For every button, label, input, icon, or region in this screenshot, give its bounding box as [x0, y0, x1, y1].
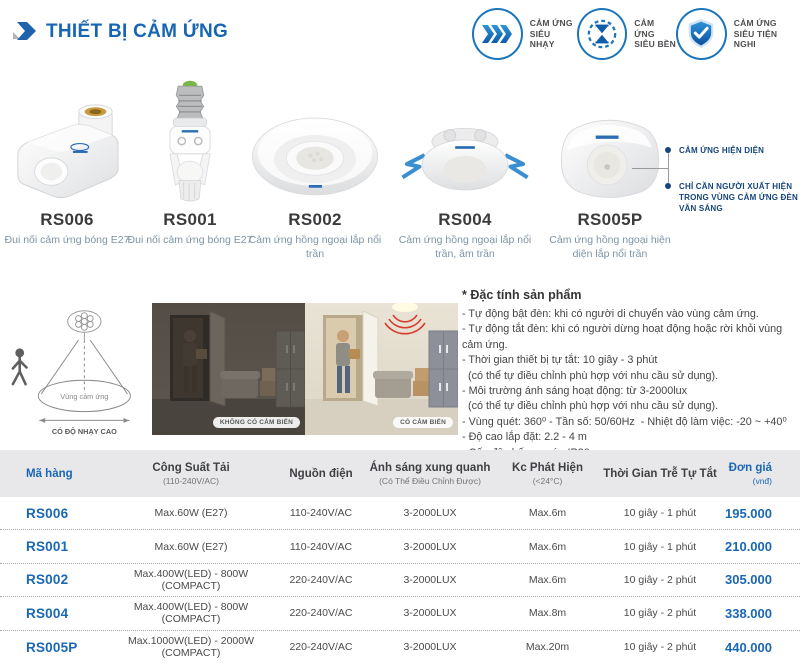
cell-delay: 10 giây - 2 phút — [623, 641, 697, 654]
badge-strip — [472, 8, 800, 60]
column-header-label: Nguồn điện — [289, 467, 353, 480]
rs004-product-image — [398, 78, 532, 206]
column-header-label: Mã hàng — [26, 467, 73, 480]
table-row — [0, 497, 800, 530]
double-arrow-icon — [12, 20, 38, 44]
badge-circle — [676, 8, 727, 60]
product-model: RS002 — [288, 210, 342, 229]
cell-price: 440.000 — [725, 639, 772, 655]
column-header-model — [0, 468, 105, 480]
cell-model: RS005P — [26, 639, 78, 655]
column-header-sub: (<24°C) — [532, 475, 563, 486]
product-description: Cảm ứng hồng ngoại hiện diện lắp nổi trần — [549, 234, 671, 260]
rs001-product-image — [123, 78, 257, 206]
cell-price: 305.000 — [725, 572, 772, 588]
table-row — [0, 631, 800, 664]
cell-model: RS001 — [26, 539, 69, 555]
cell-lux: 3-2000LUX — [403, 540, 457, 553]
column-header-sub: (vnđ) — [752, 475, 772, 486]
product-rs006 — [0, 78, 134, 247]
cell-distance: Max.8m — [528, 607, 567, 620]
rs005p-callout — [648, 138, 800, 222]
product-description: Cảm ứng hồng ngoại lắp nổi trần, âm trần — [398, 234, 532, 260]
zone-label: Vùng cảm ứng — [60, 391, 109, 401]
cell-distance: Max.6m — [528, 507, 567, 520]
cell-price: 338.000 — [725, 605, 772, 621]
badge-label-line2: SIÊU NHẠY — [529, 28, 555, 50]
photo-without-sensor — [152, 303, 305, 435]
badge-label-line1: CẢM ỨNG — [529, 18, 573, 29]
product-description: Đui nối cảm ứng bóng E27 — [4, 234, 130, 246]
shield-check-icon — [686, 18, 716, 50]
cell-voltage: 220-240V/AC — [289, 573, 353, 586]
cell-distance: Max.6m — [528, 540, 567, 553]
product-features — [462, 288, 800, 461]
product-model: RS004 — [438, 210, 492, 229]
feature-item: - Vùng quét: 360⁰ - Tần số: 50/60Hz - Nhiệt độ làm việc: -20 ~ +40⁰ — [462, 415, 787, 428]
sensing-zone-diagram — [6, 296, 148, 446]
product-model: RS006 — [40, 210, 94, 229]
cell-lux: 3-2000LUX — [403, 573, 457, 586]
column-header-label: Ánh sáng xung quanh — [369, 461, 491, 474]
cell-voltage: 110-240V/AC — [289, 540, 353, 553]
feature-item: (có thể tự điều chỉnh phù hợp với nhu cầu sử dụng). — [462, 400, 719, 413]
product-description: Cảm ứng hồng ngoại lắp nổi trần — [248, 234, 382, 260]
cell-distance: Max.20m — [525, 641, 570, 654]
badge-label-line1: CẢM ỨNG — [634, 18, 655, 39]
badge-label-line1: CẢM ỨNG — [733, 18, 777, 29]
callout-text-1: CẢM ỨNG HIỆN DIỆN — [679, 146, 765, 155]
cell-power: Max.60W (E27) — [154, 507, 228, 520]
cell-price: 210.000 — [725, 539, 772, 555]
cell-delay: 10 giây - 2 phút — [623, 607, 697, 620]
column-header-label: Kc Phát Hiện — [512, 461, 583, 474]
cell-power: Max.400W(LED) - 800W (COMPACT) — [133, 567, 249, 592]
cell-voltage: 110-240V/AC — [289, 507, 353, 520]
badge-label-line2: SIÊU TIỆN NGHI — [733, 28, 778, 50]
column-header-label: Thời Gian Trễ Tự Tắt — [603, 467, 717, 480]
cell-lux: 3-2000LUX — [403, 507, 457, 520]
cell-power: Max.1000W(LED) - 2000W (COMPACT) — [127, 635, 255, 660]
cell-delay: 10 giây - 1 phút — [623, 507, 697, 520]
column-header-lux — [365, 462, 495, 486]
badge-sensitive — [472, 8, 577, 60]
product-rs001 — [123, 78, 257, 247]
product-rs004 — [398, 78, 532, 261]
column-header-delay — [600, 468, 720, 480]
callout-connector-line — [668, 150, 669, 186]
features-title: * Đặc tính sản phẩm — [462, 288, 582, 302]
product-rs002 — [248, 78, 382, 261]
column-header-price — [720, 462, 800, 486]
feature-item: - Tự động tắt đèn: khi có người dừng hoạt động hoặc rời khỏi vùng cảm ứng. — [462, 323, 786, 351]
table-row — [0, 530, 800, 563]
callout-bullet — [665, 147, 671, 153]
cell-lux: 3-2000LUX — [403, 641, 457, 654]
column-header-label: Công Suất Tải — [152, 461, 230, 474]
callout-bullet — [665, 183, 671, 189]
cell-model: RS002 — [26, 572, 69, 588]
comparison-photos — [152, 303, 458, 435]
cell-delay: 10 giây - 2 phút — [623, 573, 697, 586]
diagram-caption: CÓ ĐỘ NHẠY CAO — [51, 427, 117, 437]
badge-label — [734, 18, 800, 50]
product-model: RS005P — [577, 210, 643, 229]
feature-item: - Độ cao lắp đặt: 2.2 - 4 m — [462, 431, 587, 444]
badge-label-line2: SIÊU BỀN — [634, 39, 677, 50]
column-header-power — [105, 462, 277, 486]
photo-caption-without-sensor: KHÔNG CÓ CẢM BIẾN — [213, 417, 300, 428]
cell-lux: 3-2000LUX — [403, 607, 457, 620]
table-header-row — [0, 450, 800, 497]
hourglass-icon — [586, 18, 618, 50]
badge-durable — [577, 8, 677, 60]
table-row — [0, 597, 800, 630]
column-header-label: Đơn giá — [728, 461, 772, 474]
column-header-voltage — [277, 468, 365, 480]
badge-label — [634, 18, 676, 50]
feature-item: - Thời gian thiết bị tự tắt: 10 giây - 3 phút — [462, 354, 658, 367]
spec-table — [0, 450, 800, 664]
cell-distance: Max.6m — [528, 573, 567, 586]
cell-power: Max.400W(LED) - 800W (COMPACT) — [133, 601, 249, 626]
product-description: Đui nối cảm ứng bóng E27 — [127, 234, 253, 246]
page-title: THIẾT BỊ CẢM ỨNG — [46, 21, 229, 42]
cell-model: RS004 — [26, 605, 69, 621]
page-header — [12, 20, 228, 44]
cell-voltage: 220-240V/AC — [289, 641, 353, 654]
cell-price: 195.000 — [725, 505, 772, 521]
photo-caption-with-sensor: CÓ CẢM BIẾN — [393, 417, 453, 428]
feature-item: - Tự động bật đèn: khi có người di chuyển vào vùng cảm ứng. — [462, 308, 759, 320]
badge-circle — [577, 8, 628, 60]
triple-chevron-icon — [482, 23, 512, 45]
photo-with-sensor — [305, 303, 458, 435]
cell-model: RS006 — [26, 505, 69, 521]
callout-connector-line — [632, 168, 668, 169]
table-row — [0, 564, 800, 597]
badge-label — [530, 18, 577, 50]
rs002-product-image — [248, 78, 382, 206]
feature-item: (có thể tự điều chỉnh phù hợp với nhu cầu sử dụng). — [462, 369, 719, 382]
badge-convenient — [676, 8, 800, 60]
badge-circle — [472, 8, 523, 60]
callout-text-2: CHỈ CẦN NGƯỜI XUẤT HIỆN TRONG VÙNG CẢM ỨNG ĐÈN VẪN SÁNG — [679, 182, 799, 213]
column-header-distance — [495, 462, 600, 486]
column-header-sub: (Có Thể Điều Chỉnh Được) — [379, 475, 481, 486]
cell-power: Max.60W (E27) — [154, 540, 228, 553]
product-model: RS001 — [163, 210, 217, 229]
rs006-product-image — [0, 78, 134, 206]
cell-delay: 10 giây - 1 phút — [623, 540, 697, 553]
column-header-sub: (110-240V/AC) — [162, 475, 220, 486]
cell-voltage: 220-240V/AC — [289, 607, 353, 620]
feature-item: - Môi trường ánh sáng hoạt động: từ 3-2000lux — [462, 385, 688, 398]
